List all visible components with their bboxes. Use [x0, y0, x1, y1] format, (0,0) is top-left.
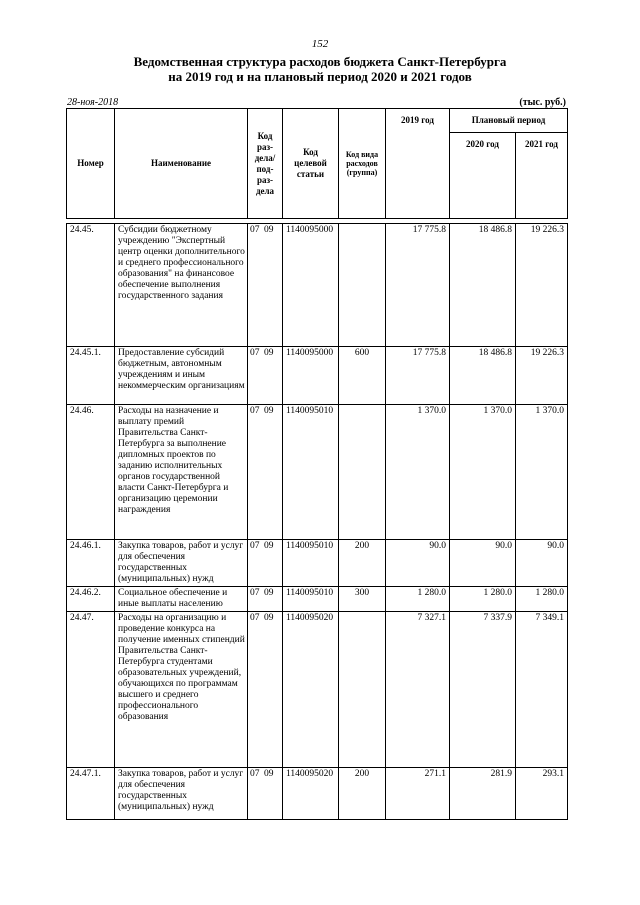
document-date: 28-ноя-2018 — [67, 97, 119, 108]
row-razdel: 07 — [250, 225, 260, 235]
header-name: Наименование — [115, 109, 248, 219]
row-2021: 19 226.3 — [516, 224, 568, 347]
row-expense-type: 600 — [339, 347, 386, 405]
row-2021: 90.0 — [516, 540, 568, 587]
row-razdel: 07 — [250, 613, 260, 623]
row-razdel: 07 — [250, 588, 260, 598]
row-2021: 1 280.0 — [516, 587, 568, 612]
row-section-code — [248, 612, 283, 768]
row-section-code — [248, 540, 283, 587]
units-label: (тыс. руб.) — [519, 97, 566, 108]
header-number: Номер — [67, 109, 115, 219]
row-2019: 1 370.0 — [386, 405, 450, 540]
row-section-code — [248, 587, 283, 612]
title-line-2: на 2019 год и на плановый период 2020 и 2021 годов — [168, 69, 472, 84]
row-number: 24.47.1. — [67, 768, 115, 820]
row-name: Предоставление субсидий бюджетным, автономным учреждениям и иным некоммерческим организациям — [115, 347, 248, 405]
row-section-code — [248, 405, 283, 540]
row-2020: 7 337.9 — [450, 612, 516, 768]
header-2021: 2021 год — [516, 133, 568, 219]
row-2020: 1 370.0 — [450, 405, 516, 540]
row-2021: 19 226.3 — [516, 347, 568, 405]
row-target-code: 1140095010 — [283, 540, 339, 587]
row-2019: 17 775.8 — [386, 347, 450, 405]
row-target-code: 1140095000 — [283, 224, 339, 347]
row-razdel: 07 — [250, 348, 260, 358]
table-row — [67, 224, 568, 347]
row-2020: 18 486.8 — [450, 224, 516, 347]
row-expense-type: 300 — [339, 587, 386, 612]
row-podrazdel: 09 — [264, 588, 274, 598]
header-expense-type-code: Код вида расходов (группа) — [339, 109, 386, 219]
row-2020: 18 486.8 — [450, 347, 516, 405]
table-row — [67, 587, 568, 612]
row-expense-type: 200 — [339, 540, 386, 587]
row-2021: 7 349.1 — [516, 612, 568, 768]
row-name: Расходы на назначение и выплату премий Правительства Санкт-Петербурга за выполнение дипломных проектов по заданию исполнительных органов государственной власти Санкт-Петербурга и организацию церемонии награждения — [115, 405, 248, 540]
row-razdel: 07 — [250, 541, 260, 551]
header-section-code: Код раз-дела/ под-раз-дела — [248, 109, 283, 219]
row-2021: 1 370.0 — [516, 405, 568, 540]
row-razdel: 07 — [250, 769, 260, 779]
row-number: 24.45.1. — [67, 347, 115, 405]
row-number: 24.47. — [67, 612, 115, 768]
header-2020: 2020 год — [450, 133, 516, 219]
row-target-code: 1140095020 — [283, 768, 339, 820]
row-name: Социальное обеспечение и иные выплаты населению — [115, 587, 248, 612]
table-row — [67, 540, 568, 587]
table-row — [67, 768, 568, 820]
row-2019: 90.0 — [386, 540, 450, 587]
row-expense-type — [339, 224, 386, 347]
row-section-code — [248, 768, 283, 820]
row-podrazdel: 09 — [264, 225, 274, 235]
row-name: Закупка товаров, работ и услуг для обеспечения государственных (муниципальных) нужд — [115, 540, 248, 587]
budget-table — [66, 108, 568, 820]
row-2020: 1 280.0 — [450, 587, 516, 612]
row-2019: 271.1 — [386, 768, 450, 820]
row-section-code — [248, 224, 283, 347]
row-section-code — [248, 347, 283, 405]
row-podrazdel: 09 — [264, 541, 274, 551]
row-number: 24.46.1. — [67, 540, 115, 587]
row-expense-type — [339, 612, 386, 768]
row-podrazdel: 09 — [264, 613, 274, 623]
table-row — [67, 347, 568, 405]
row-number: 24.46. — [67, 405, 115, 540]
row-2019: 7 327.1 — [386, 612, 450, 768]
row-target-code: 1140095020 — [283, 612, 339, 768]
table-row — [67, 405, 568, 540]
row-expense-type — [339, 405, 386, 540]
row-razdel: 07 — [250, 406, 260, 416]
row-2020: 90.0 — [450, 540, 516, 587]
row-2019: 1 280.0 — [386, 587, 450, 612]
document-title — [0, 54, 640, 84]
row-podrazdel: 09 — [264, 406, 274, 416]
row-number: 24.46.2. — [67, 587, 115, 612]
row-2020: 281.9 — [450, 768, 516, 820]
row-2019: 17 775.8 — [386, 224, 450, 347]
table-row — [67, 612, 568, 768]
row-name: Субсидии бюджетному учреждению "Экспертный центр оценки дополнительного и среднего профессионального образования" на финансовое обеспечение выполнения государственного задания — [115, 224, 248, 347]
row-name: Закупка товаров, работ и услуг для обеспечения государственных (муниципальных) нужд — [115, 768, 248, 820]
row-target-code: 1140095010 — [283, 587, 339, 612]
row-target-code: 1140095010 — [283, 405, 339, 540]
row-name: Расходы на организацию и проведение конкурса на получение именных стипендий Правительства Санкт-Петербурга студентами образовательных учреждений, обучающихся по программам высшего и среднего профессионального образования — [115, 612, 248, 768]
header-planning-period: Плановый период — [450, 109, 568, 133]
row-target-code: 1140095000 — [283, 347, 339, 405]
row-expense-type: 200 — [339, 768, 386, 820]
header-target-code: Код целевой статьи — [283, 109, 339, 219]
row-podrazdel: 09 — [264, 769, 274, 779]
title-line-1: Ведомственная структура расходов бюджета Санкт-Петербурга — [133, 54, 507, 69]
header-2019: 2019 год — [386, 109, 450, 219]
row-number: 24.45. — [67, 224, 115, 347]
row-podrazdel: 09 — [264, 348, 274, 358]
page-number: 152 — [311, 38, 329, 50]
row-2021: 293.1 — [516, 768, 568, 820]
